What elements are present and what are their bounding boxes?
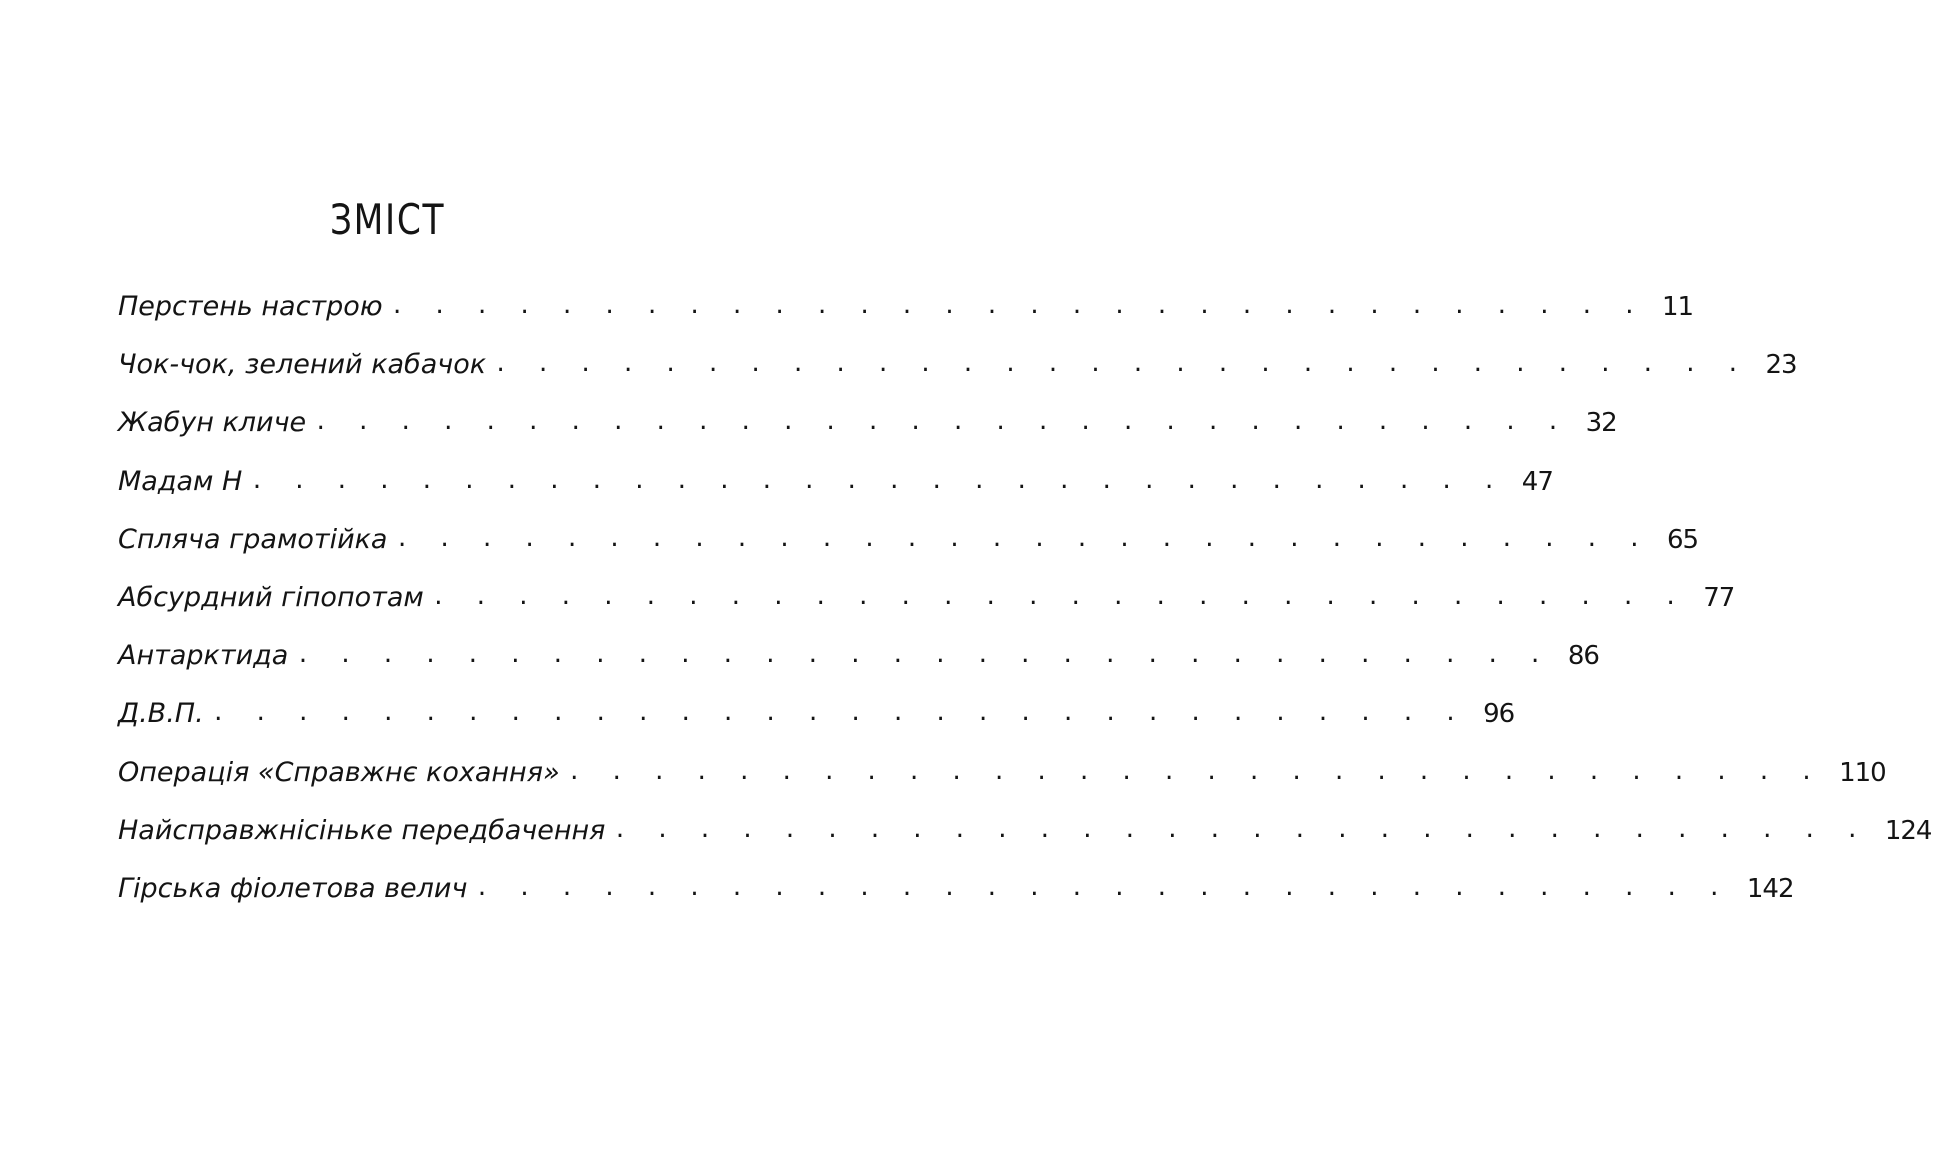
entry-title: Чок-чок, зелений кабачок [118,349,487,381]
toc-entry [118,394,1617,452]
entry-page-number: 65 [1666,524,1699,555]
entry-page-number: 11 [1662,292,1694,323]
entry-title: Мадам Н [118,465,243,497]
entry-title: Операція «Справжнє кохання» [118,756,560,788]
toc-entry [118,511,1699,569]
entry-title: Перстень настрою [118,291,383,323]
entry-page-number: 86 [1567,641,1599,672]
entry-title: Спляча грамотійка [118,523,388,555]
toc-entry [118,569,1735,627]
dot-leader: . . . . . . . . . . . . . . . . . . . . . . . . . . . . . . [475,875,1729,901]
dot-leader: . . . . . . . . . . . . . . . . . . . . . . . . . . . . . . [296,643,1550,669]
entry-page-number: 142 [1746,873,1794,904]
entry-title: Гірська фіолетова велич [118,872,468,904]
toc-entry [118,627,1599,685]
dot-leader: . . . . . . . . . . . . . . . . . . . . . . . . . . . . . . [494,352,1748,378]
dot-leader: . . . . . . . . . . . . . . . . . . . . . . . . . . . . . . [395,526,1649,552]
entry-title: Антарктида [118,640,289,672]
toc-entry [118,336,1797,394]
dot-leader: . . . . . . . . . . . . . . . . . . . . . . . . . . . . . . [314,410,1568,436]
dot-leader: . . . . . . . . . . . . . . . . . . . . . . . . . . . . . . [567,759,1822,785]
entry-title: Жабун кличе [118,407,307,439]
entry-title: Найсправжнісінькe передбачення [118,814,606,846]
entry-page-number: 32 [1585,408,1617,439]
toc-entry [118,453,1553,511]
toc-entry [118,802,1932,860]
dot-leader: . . . . . . . . . . . . . . . . . . . . . . . . . . . . . . [431,585,1686,611]
page-title: ЗМІСТ [329,195,446,244]
entry-page-number: 23 [1765,350,1797,381]
toc-entry [118,278,1694,336]
dot-leader: . . . . . . . . . . . . . . . . . . . . . . . . . . . . . . [613,817,1867,843]
dot-leader: . . . . . . . . . . . . . . . . . . . . . . . . . . . . . . [211,701,1466,727]
entry-title: Абсурдний гіпопотам [118,582,424,614]
table-of-contents [118,278,1932,918]
entry-page-number: 96 [1483,699,1515,730]
entry-page-number: 47 [1521,466,1553,497]
toc-entry [118,685,1515,743]
dot-leader: . . . . . . . . . . . . . . . . . . . . . . . . . . . . . . [250,468,1504,494]
entry-page-number: 124 [1884,815,1932,846]
toc-entry [118,744,1886,802]
dot-leader: . . . . . . . . . . . . . . . . . . . . . . . . . . . . . . [390,294,1645,320]
entry-title: Д.В.П. [118,698,204,730]
entry-page-number: 110 [1839,757,1886,788]
toc-entry [118,860,1794,918]
entry-page-number: 77 [1703,583,1735,614]
